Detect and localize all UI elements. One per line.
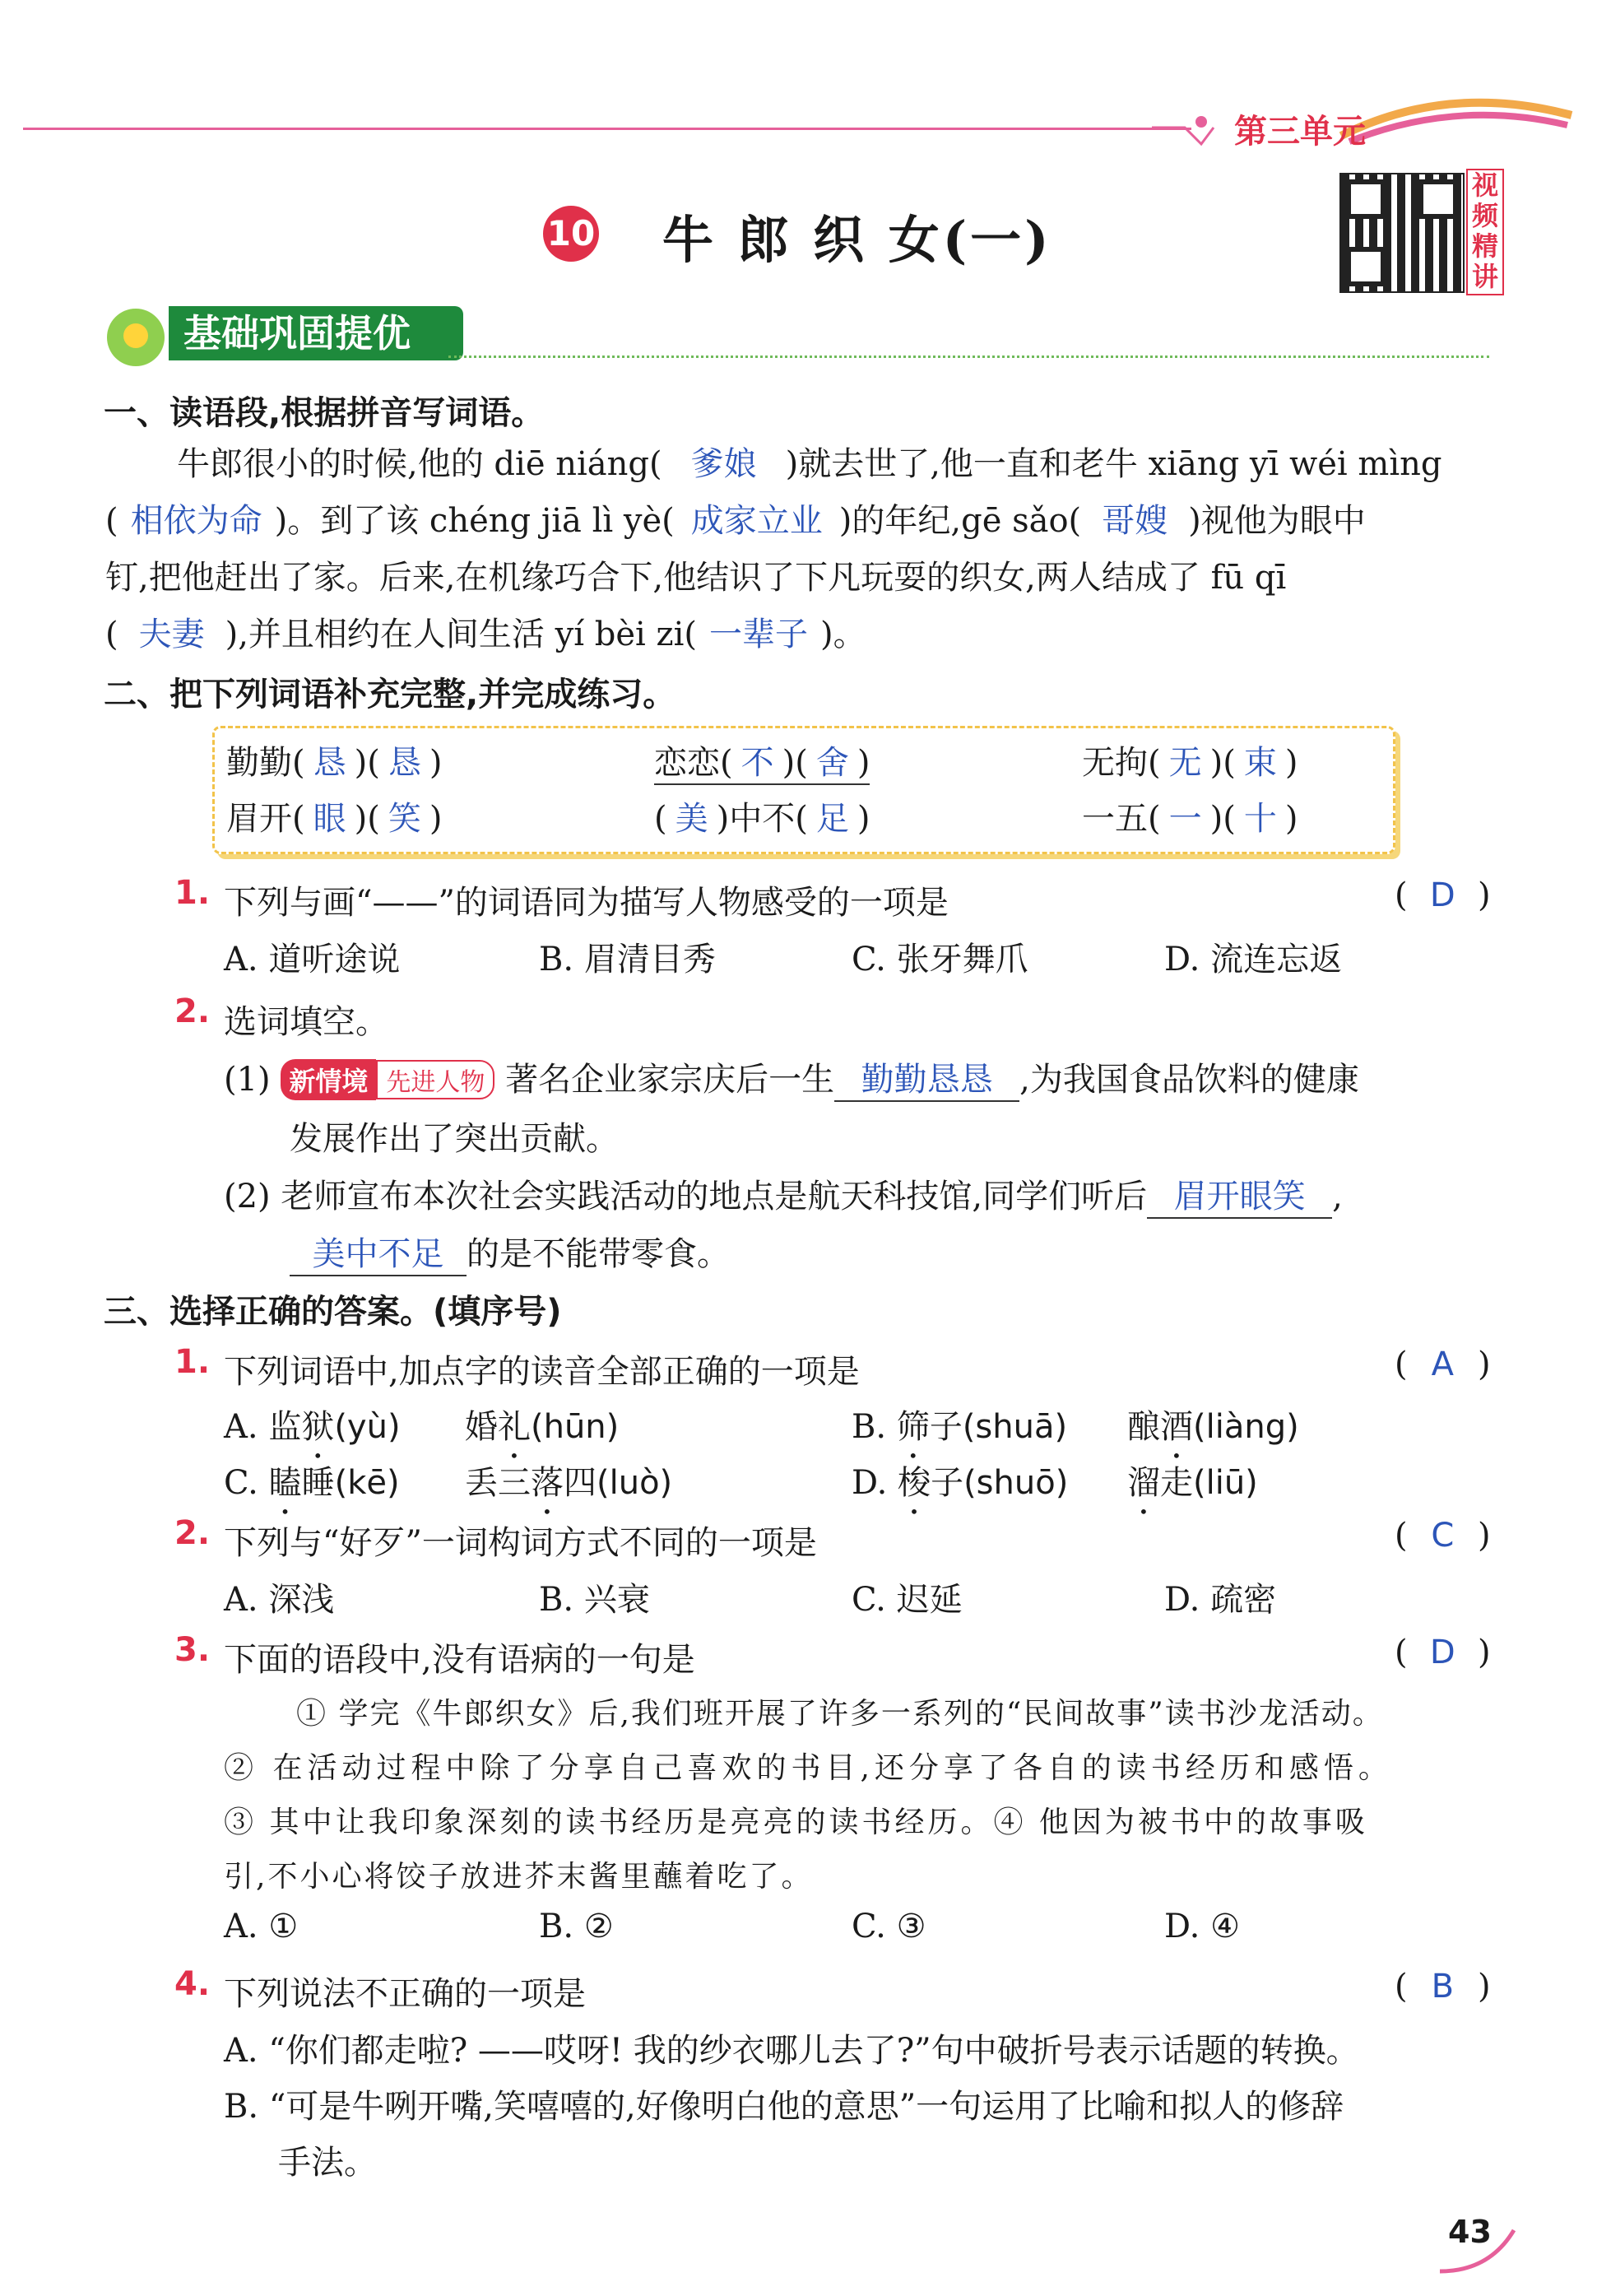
sub-text: 老师宣布本次社会实践活动的地点是航天科技馆,同学们听后 bbox=[281, 1178, 1148, 1215]
header-swoosh bbox=[1152, 91, 1580, 156]
advanced-figure-tag: 先进人物 bbox=[376, 1060, 494, 1099]
s3-q2-text: 下列与“好歹”一词构词方式不同的一项是 bbox=[224, 1524, 817, 1562]
s2-box-r1c2 bbox=[654, 737, 870, 785]
s3-q4-number: 4. bbox=[174, 1965, 211, 2003]
s2-box-r2c1 bbox=[226, 792, 442, 839]
box-text: ) bbox=[857, 744, 870, 782]
s1-text: )。到了该 chéng jiā lì yè( bbox=[274, 502, 675, 540]
banner-dotted-line bbox=[448, 356, 1489, 358]
box-answer: 束 bbox=[1243, 744, 1277, 782]
box-answer: 美 bbox=[675, 800, 708, 838]
s3-q1-answer-bracket: ( A ) bbox=[1395, 1346, 1491, 1383]
box-text: 一五( bbox=[1082, 800, 1161, 838]
dotted-char: 筛 bbox=[896, 1408, 930, 1446]
s3-q1-option-c bbox=[224, 1457, 400, 1522]
s3-q1-option-d2 bbox=[1127, 1457, 1258, 1522]
s2-box-r2c3 bbox=[1082, 792, 1298, 839]
sub-text: 著名企业家宗庆后一生 bbox=[505, 1061, 835, 1099]
box-answer: 舍 bbox=[815, 744, 849, 782]
pinyin: (yù) bbox=[334, 1408, 401, 1446]
sub-number: (1) bbox=[224, 1061, 271, 1099]
s2-box-r1c3 bbox=[1082, 737, 1298, 783]
s3-q2-answer: C bbox=[1431, 1517, 1455, 1555]
s3-q2-option-b: B. 兴衰 bbox=[539, 1581, 650, 1619]
s1-line4 bbox=[105, 607, 866, 663]
dotted-char: 礼 bbox=[498, 1408, 531, 1446]
s3-q2-option-c: C. 迟延 bbox=[852, 1581, 963, 1619]
s1-text: )视他为眼中 bbox=[1188, 502, 1366, 540]
s2-q2-p1-cont: 发展作出了突出贡献。 bbox=[290, 1120, 619, 1158]
s1-answer-3: 成家立业 bbox=[690, 502, 823, 540]
s2-q1-text: 下列与画“——”的词语同为描写人物感受的一项是 bbox=[224, 884, 949, 922]
s3-q3-option-c: C. ③ bbox=[852, 1908, 926, 1945]
s3-q1-number: 1. bbox=[174, 1343, 211, 1381]
box-text: ) bbox=[1284, 744, 1298, 782]
s1-answer-4: 哥嫂 bbox=[1102, 502, 1168, 540]
dotted-char: 梭 bbox=[898, 1464, 931, 1502]
s3-q3-text: 下面的语段中,没有语病的一句是 bbox=[224, 1641, 695, 1679]
s3-q4-answer: B bbox=[1431, 1968, 1455, 2006]
s2-q2-p2 bbox=[224, 1170, 1343, 1219]
s2-q1-option-c: C. 张牙舞爪 bbox=[852, 941, 1028, 978]
s2-heading: 二、把下列词语补充完整,并完成练习。 bbox=[104, 676, 676, 713]
lesson-number-badge: 10 bbox=[543, 206, 599, 262]
page-number: 43 bbox=[1448, 2214, 1492, 2250]
box-text: )( bbox=[782, 744, 808, 782]
sub-text: 的是不能带零食。 bbox=[467, 1235, 730, 1273]
s2-q1-option-a: A. 道听途说 bbox=[224, 941, 401, 978]
s1-text: ( bbox=[105, 502, 118, 540]
box-text: 眉开( bbox=[226, 800, 305, 838]
sub-number: (2) bbox=[224, 1178, 271, 1215]
pinyin: 子(shuō) bbox=[931, 1464, 1069, 1502]
qr-code[interactable] bbox=[1339, 173, 1465, 293]
s3-q1-answer: A bbox=[1431, 1346, 1455, 1383]
s3-q3-answer: D bbox=[1429, 1634, 1455, 1671]
video-explain-label: 视频精讲 bbox=[1466, 169, 1504, 295]
s1-text: 牛郎很小的时候,他的 diē niáng( bbox=[177, 445, 662, 483]
s3-q4-option-b: B. “可是牛咧开嘴,笑嘻嘻的,好像明白他的意思”一句运用了比喻和拟人的修辞 bbox=[224, 2088, 1344, 2126]
s3-q2-number: 2. bbox=[174, 1514, 211, 1552]
s3-q3-passage-2: ② 在活动过程中除了分享自己喜欢的书目,还分享了各自的读书经历和感悟。 bbox=[224, 1751, 1393, 1785]
s2-q1-number: 1. bbox=[174, 874, 211, 912]
s1-text: ),并且相约在人间生活 yí bèi zi( bbox=[225, 616, 698, 653]
dotted-char: 落 bbox=[531, 1464, 564, 1502]
s3-q1-option-d bbox=[852, 1457, 1068, 1522]
section-banner: 基础巩固提优 bbox=[169, 306, 463, 360]
s2-box-r2c2 bbox=[654, 792, 870, 839]
box-answer: 不 bbox=[740, 744, 774, 782]
s2-q1-option-d: D. 流连忘返 bbox=[1164, 941, 1343, 978]
s3-q4-option-b-cont: 手法。 bbox=[278, 2144, 377, 2182]
s1-answer-2: 相依为命 bbox=[130, 502, 262, 540]
s1-answer-6: 一辈子 bbox=[709, 616, 809, 653]
s1-heading: 一、读语段,根据拼音写词语。 bbox=[104, 394, 545, 432]
s2-q1-answer: D bbox=[1429, 876, 1455, 914]
box-answer: 无 bbox=[1168, 744, 1202, 782]
box-answer: 眼 bbox=[313, 800, 346, 838]
s1-text: )的年纪,gē sǎo( bbox=[838, 502, 1082, 540]
box-text: )中不( bbox=[716, 800, 808, 838]
s1-text: )。 bbox=[820, 616, 866, 653]
s2-q2-p2-answer-2: 美中不足 bbox=[290, 1228, 467, 1276]
opt-text: 婚 bbox=[465, 1408, 498, 1446]
box-text: )( bbox=[354, 800, 380, 838]
s3-q4-text: 下列说法不正确的一项是 bbox=[224, 1975, 586, 2013]
s2-q2-text: 选词填空。 bbox=[224, 1003, 388, 1041]
box-text: ) bbox=[1284, 800, 1298, 838]
sub-text: ,为我国食品饮料的健康 bbox=[1019, 1061, 1359, 1099]
s3-q3-option-d: D. ④ bbox=[1164, 1908, 1240, 1945]
box-text: )( bbox=[1209, 800, 1236, 838]
s2-q1-answer-bracket: ( D ) bbox=[1395, 876, 1491, 914]
box-text: 恋恋( bbox=[654, 744, 733, 782]
s2-q2-p2-answer-1: 眉开眼笑 bbox=[1147, 1170, 1332, 1219]
box-text: ) bbox=[857, 800, 870, 838]
s1-answer-1: 爹娘 bbox=[690, 445, 757, 483]
opt-text: C. bbox=[224, 1464, 269, 1502]
box-answer: 十 bbox=[1243, 800, 1277, 838]
s2-q2-p2-cont bbox=[290, 1228, 730, 1276]
dotted-char: 瞌 bbox=[268, 1464, 302, 1502]
dotted-char: 酒 bbox=[1160, 1408, 1193, 1446]
dotted-char: 狱 bbox=[301, 1408, 335, 1446]
unit-label: 第三单元 bbox=[1234, 113, 1366, 151]
box-answer: 恳 bbox=[313, 744, 346, 782]
s3-q2-answer-bracket: ( C ) bbox=[1395, 1517, 1491, 1555]
banner-icon bbox=[107, 309, 165, 366]
opt-text: 丢三 bbox=[465, 1464, 531, 1502]
opt-text: D. bbox=[852, 1464, 898, 1502]
pinyin: (hūn) bbox=[531, 1408, 620, 1446]
s1-line3: 钉,把他赶出了家。后来,在机缘巧合下,他结识了下凡玩耍的织女,两人结成了 fū qī bbox=[105, 559, 1287, 597]
box-text: )( bbox=[354, 744, 380, 782]
pinyin: 走(liū) bbox=[1160, 1464, 1258, 1502]
header-line bbox=[23, 128, 1191, 130]
dotted-char: 溜 bbox=[1127, 1464, 1160, 1502]
s1-line1 bbox=[177, 436, 1442, 493]
s3-q1-option-c2 bbox=[465, 1457, 672, 1522]
opt-text: 酿 bbox=[1127, 1408, 1160, 1446]
s3-q3-passage-3: ③ 其中让我印象深刻的读书经历是亮亮的读书经历。④ 他因为被书中的故事吸 bbox=[224, 1806, 1368, 1839]
s3-q2-option-a: A. 深浅 bbox=[224, 1581, 335, 1619]
opt-text: B. bbox=[852, 1408, 897, 1446]
pinyin: 四(luò) bbox=[564, 1464, 673, 1502]
opt-text: A. 监 bbox=[224, 1408, 302, 1446]
box-answer: 笑 bbox=[388, 800, 421, 838]
pinyin: 子(shuā) bbox=[929, 1408, 1068, 1446]
s3-q3-answer-bracket: ( D ) bbox=[1395, 1634, 1491, 1671]
pinyin: 睡(kē) bbox=[301, 1464, 400, 1502]
pinyin: (liàng) bbox=[1193, 1408, 1299, 1446]
new-context-tag: 新情境 bbox=[281, 1059, 376, 1100]
s2-q2-number: 2. bbox=[174, 992, 211, 1030]
s3-q3-passage-4: 引,不小心将饺子放进芥末酱里蘸着吃了。 bbox=[224, 1860, 814, 1894]
lesson-title: 牛 郎 织 女(一) bbox=[662, 210, 1052, 270]
s1-line2 bbox=[105, 493, 1366, 550]
s3-q2-option-d: D. 疏密 bbox=[1164, 1581, 1277, 1619]
s3-q1-text: 下列词语中,加点字的读音全部正确的一项是 bbox=[224, 1353, 860, 1391]
s3-q4-answer-bracket: ( B ) bbox=[1395, 1968, 1491, 2006]
s3-q3-option-b: B. ② bbox=[539, 1908, 614, 1945]
s3-heading: 三、选择正确的答案。(填序号) bbox=[104, 1293, 562, 1331]
s1-text: ( bbox=[105, 616, 118, 653]
s2-q1-option-b: B. 眉清目秀 bbox=[539, 941, 716, 978]
s3-q3-option-a: A. ① bbox=[224, 1908, 299, 1945]
s3-q4-option-a: A. “你们都走啦? ——哎呀! 我的纱衣哪儿去了?”句中破折号表示话题的转换。 bbox=[224, 2032, 1359, 2070]
s2-q2-p1-answer: 勤勤恳恳 bbox=[834, 1053, 1019, 1102]
s3-q3-passage-1: ① 学完《牛郎织女》后,我们班开展了许多一系列的“民间故事”读书沙龙活动。 bbox=[296, 1697, 1384, 1731]
page-number-swoosh bbox=[1432, 2222, 1530, 2280]
box-answer: 足 bbox=[815, 800, 849, 838]
s2-q2-p1 bbox=[224, 1053, 1359, 1102]
box-text: 勤勤( bbox=[226, 744, 305, 782]
s1-answer-5: 夫妻 bbox=[138, 616, 205, 653]
box-answer: 一 bbox=[1168, 800, 1202, 838]
box-text: ) bbox=[429, 800, 443, 838]
box-text: )( bbox=[1209, 744, 1236, 782]
box-text: 无拘( bbox=[1082, 744, 1161, 782]
box-answer: 恳 bbox=[388, 744, 421, 782]
sub-text: , bbox=[1332, 1178, 1343, 1215]
box-text: ) bbox=[429, 744, 443, 782]
s2-box-r1c1 bbox=[226, 737, 442, 783]
s1-text: )就去世了,他一直和老牛 xiāng yī wéi mìng bbox=[785, 445, 1442, 483]
s3-q3-number: 3. bbox=[174, 1631, 211, 1669]
box-text: ( bbox=[654, 800, 667, 838]
